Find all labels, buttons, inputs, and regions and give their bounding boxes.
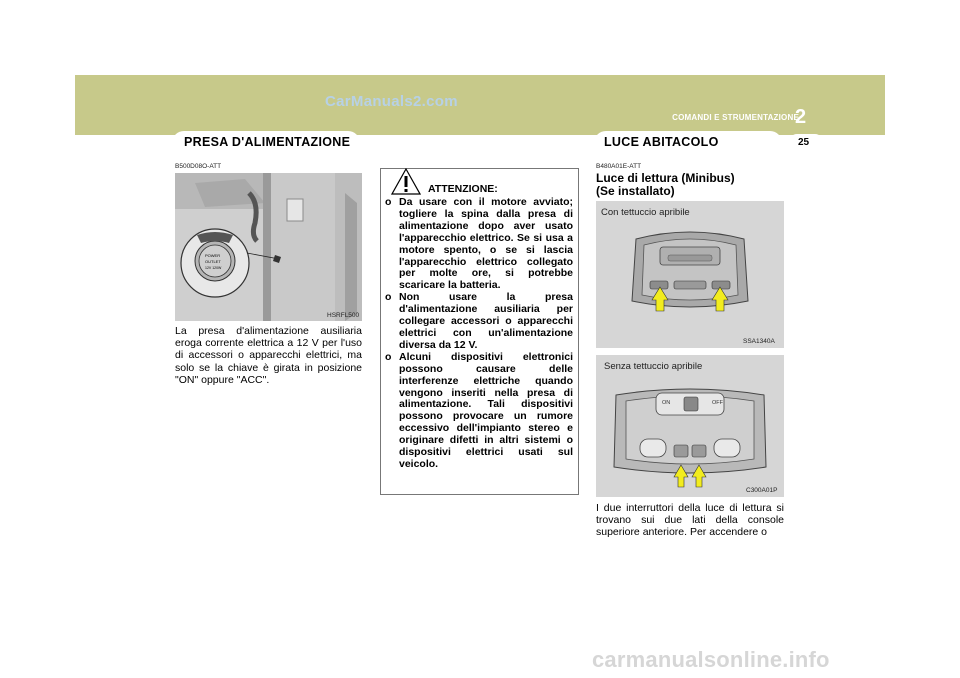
figure-with-sunroof: [596, 201, 784, 348]
power-outlet-illustration: [175, 173, 362, 321]
image-code-console: C300A01P: [746, 487, 778, 494]
switch-label-off: OFF: [712, 400, 723, 406]
heading-if-installed: (Se installato): [596, 184, 675, 198]
figure-without-sunroof: [596, 355, 784, 497]
overhead-console-illustration: [596, 355, 784, 497]
watermark-link[interactable]: CarManuals2.com: [325, 93, 458, 110]
header-band: [75, 75, 885, 135]
heading-reading-light: Luce di lettura (Minibus): [596, 171, 735, 185]
bullet: o: [385, 350, 392, 363]
bullet: o: [385, 291, 392, 304]
image-code-outlet: HSRFL500: [327, 312, 360, 319]
warning-item-text: Da usare con il motore avviato; togliere la spina dalla presa di alimentazione dopo aver usato l'apparecchio elettrico. Se si usa a motore spento, o se si lascia l'apparecchio elettrico collegato per molte ore, si potrebbe scaricare la batteria.: [399, 196, 573, 292]
caption-with-sunroof: Con tettuccio apribile: [601, 207, 690, 218]
caption-without-sunroof: Senza tettuccio apribile: [604, 361, 703, 372]
page-number: 25: [798, 137, 810, 148]
warning-list: [385, 197, 573, 471]
warning-title: ATTENZIONE:: [428, 183, 498, 195]
chapter-title: COMANDI E STRUMENTAZIONE: [672, 113, 799, 122]
outlet-label-line2: OUTLET: [205, 259, 221, 264]
overhead-console-sunroof-illustration: [596, 201, 784, 348]
power-outlet-image: [175, 173, 362, 321]
footer-watermark-link[interactable]: carmanualsonline.info: [592, 647, 830, 672]
warning-item-text: Non usare la presa d'alimentazione ausiliaria per collegare accessori o apparecchi elettrici con un'alimentazione diversa da 12 V.: [399, 291, 573, 351]
warning-item-text: Alcuni dispositivi elettronici possono causare delle interferenze elettriche quando vengono inseriti nella presa di alimentazione. Tali dispositivi possono provocare un rumore eccessivo dell'impianto stereo e originare difetti in altri sistemi o dispositivi elettrici usati sul veicolo.: [399, 350, 573, 470]
chapter-number: 2: [795, 106, 807, 128]
section-title-interior-light: LUCE ABITACOLO: [604, 135, 719, 149]
switch-label-on: ON: [662, 400, 671, 406]
paragraph-power-outlet: La presa d'alimentazione ausiliaria eroga corrente elettrica a 12 V per l'uso di accessori o apparecchi elettrici, ma solo se la chiave è girata in posizione "ON" oppure "ACC".: [175, 325, 362, 386]
warning-item: [385, 197, 573, 292]
section-code-right: B480A01E-ATT: [596, 163, 642, 170]
section-title-power-outlet: PRESA D'ALIMENTAZIONE: [184, 135, 351, 149]
outlet-label-line3: 12V 120W: [205, 266, 222, 270]
warning-triangle-icon: [391, 168, 421, 195]
warning-item: [385, 352, 573, 471]
image-code-sunroof: SSA1340A: [743, 338, 775, 345]
outlet-label-line1: POWER: [205, 253, 221, 258]
bullet: o: [385, 196, 392, 208]
section-code-left: B500D08O-ATT: [175, 163, 222, 170]
paragraph-reading-light: I due interruttori della luce di lettura si trovano sui due lati della console superiore anteriore. Per accendere o: [596, 502, 784, 539]
warning-item: [385, 292, 573, 352]
